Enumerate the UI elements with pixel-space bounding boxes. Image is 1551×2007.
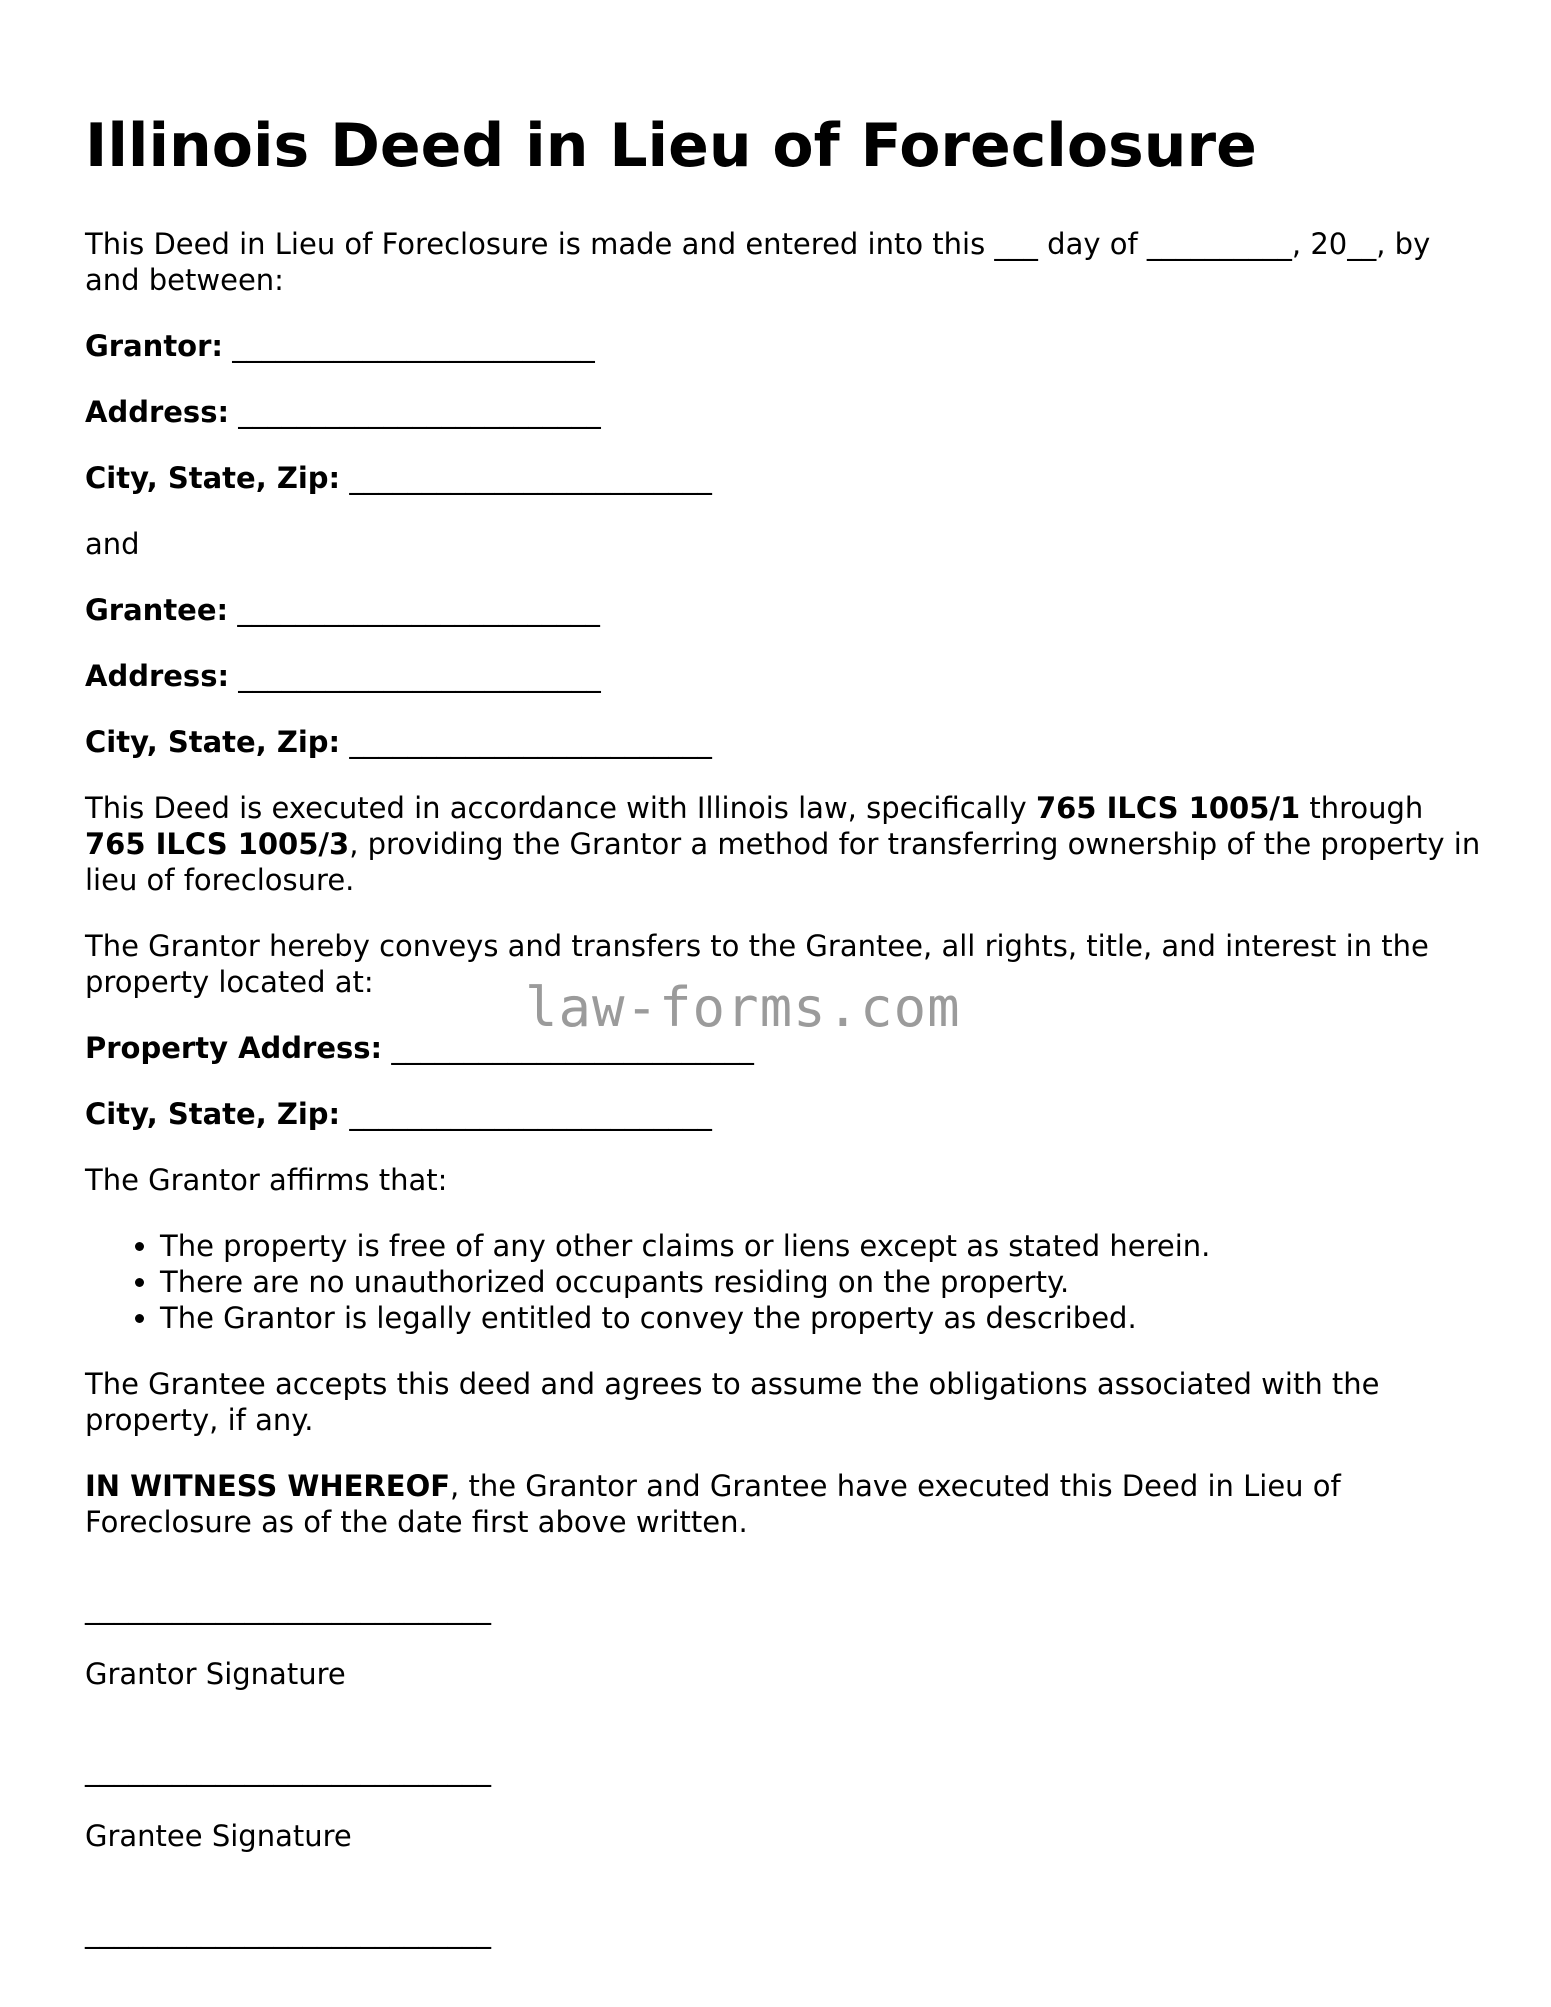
grantee-city-blank: _________________________ bbox=[349, 725, 712, 759]
witness-bold: IN WITNESS WHEREOF bbox=[85, 1469, 451, 1503]
grantee-label: Grantee: bbox=[85, 593, 229, 627]
conveys-paragraph: The Grantor hereby conveys and transfers to the Grantee, all rights, title, and interest in the property located at: bbox=[85, 929, 1429, 999]
grantor-city-blank: _________________________ bbox=[349, 461, 712, 495]
witness-paragraph bbox=[85, 1468, 1485, 1540]
law-citation-1: 765 ILCS 1005/1 bbox=[1035, 791, 1301, 825]
law-text-1: This Deed is executed in accordance with Illinois law, specifically bbox=[85, 791, 1036, 825]
law-text-2: through bbox=[1300, 791, 1424, 825]
grantor-address-label: Address: bbox=[85, 395, 230, 429]
document-page bbox=[85, 104, 1485, 1980]
law-paragraph bbox=[85, 790, 1485, 898]
property-city-label: City, State, Zip: bbox=[85, 1097, 341, 1131]
property-city-field bbox=[85, 1096, 1485, 1132]
grantor-city-field bbox=[85, 460, 1485, 496]
grantee-signature-label: Grantee Signature bbox=[85, 1819, 352, 1853]
grantee-blank: _________________________ bbox=[237, 593, 600, 627]
grantee-city-field bbox=[85, 724, 1485, 760]
watermark: law-forms.com bbox=[525, 976, 961, 1039]
document-title: Illinois Deed in Lieu of Foreclosure bbox=[85, 111, 1257, 181]
grantee-name-field bbox=[85, 592, 1485, 628]
property-address-blank: _________________________ bbox=[391, 1031, 754, 1065]
extra-signature-line: ____________________________ bbox=[85, 1915, 491, 1949]
grantee-address-label: Address: bbox=[85, 659, 230, 693]
grantor-signature-label: Grantor Signature bbox=[85, 1657, 346, 1691]
law-text-3: , providing the Grantor a method for transferring ownership of the property in lieu of foreclosure. bbox=[85, 827, 1481, 897]
grantor-blank: _________________________ bbox=[232, 329, 595, 363]
grantor-label: Grantor: bbox=[85, 329, 224, 363]
grantor-address-field bbox=[85, 394, 1485, 430]
grantor-name-field bbox=[85, 328, 1485, 364]
grantor-signature-line: ____________________________ bbox=[85, 1591, 491, 1625]
grantor-address-blank: _________________________ bbox=[238, 395, 601, 429]
list-item: • The Grantor is legally entitled to convey the property as described. bbox=[160, 1300, 1485, 1336]
list-item: • The property is free of any other claims or liens except as stated herein. bbox=[160, 1228, 1485, 1264]
grantee-accepts-paragraph: The Grantee accepts this deed and agrees to assume the obligations associated with the property, if any. bbox=[85, 1367, 1380, 1437]
grantor-city-label: City, State, Zip: bbox=[85, 461, 341, 495]
law-citation-2: 765 ILCS 1005/3 bbox=[85, 827, 350, 861]
intro-paragraph: This Deed in Lieu of Foreclosure is made and entered into this ___ day of __________, 20__, by and between: bbox=[85, 227, 1431, 297]
affirmations-list bbox=[85, 1228, 1485, 1336]
grantee-address-field bbox=[85, 658, 1485, 694]
grantee-address-blank: _________________________ bbox=[238, 659, 601, 693]
grantee-city-label: City, State, Zip: bbox=[85, 725, 341, 759]
property-address-label: Property Address: bbox=[85, 1031, 383, 1065]
and-text: and bbox=[85, 527, 140, 561]
list-item: • There are no unauthorized occupants residing on the property. bbox=[160, 1264, 1485, 1300]
affirms-intro: The Grantor affirms that: bbox=[85, 1163, 448, 1197]
property-city-blank: _________________________ bbox=[349, 1097, 712, 1131]
witness-text: , the Grantor and Grantee have executed this Deed in Lieu of Foreclosure as of the date first above written. bbox=[85, 1469, 1341, 1539]
grantee-signature-line: ____________________________ bbox=[85, 1753, 491, 1787]
